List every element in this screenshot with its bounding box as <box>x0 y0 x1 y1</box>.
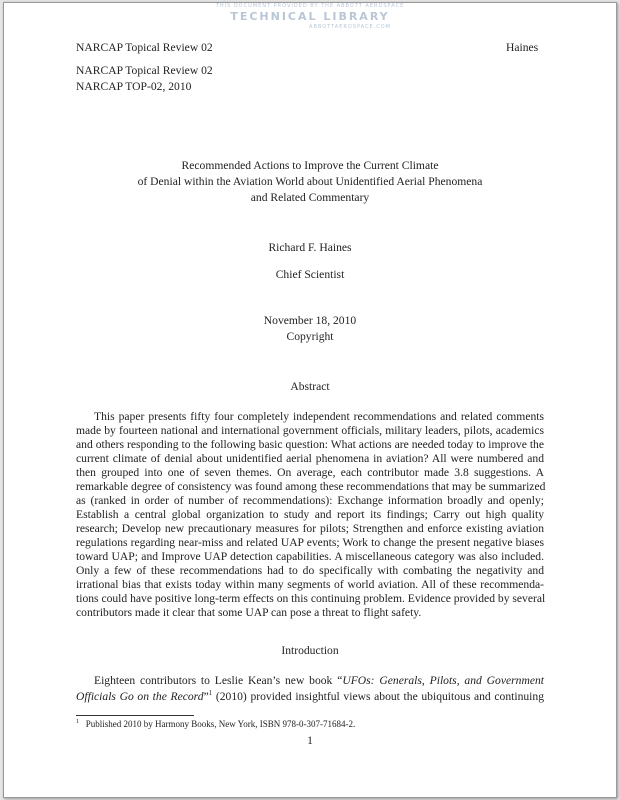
header-left: NARCAP Topical Review 02 <box>76 41 213 54</box>
date: November 18, 2010 <box>263 314 357 327</box>
abstract-line: toward UAP; and Improve UAP detection capabilities. A miscellaneous category was also included. <box>76 550 544 563</box>
intro-line: Eighteen contributors to Leslie Kean’s new book “UFOs: Generals, Pilots, and Government <box>94 674 544 687</box>
abstract-line: Only a few of these recommendations had to do specifically with combating the negativity and <box>76 564 544 577</box>
abstract-line: as (ranked in order of number of recommendations): Exchange information broadly and openly; <box>76 494 544 507</box>
abstract-line: current climate of denial about unidentified aerial phenomena in aviation? All were numbered and <box>76 452 544 465</box>
abstract-line: research; Develop new precautionary measures for pilots; Strengthen and enforce existing aviation <box>76 522 544 535</box>
abstract-heading: Abstract <box>290 380 330 393</box>
abstract-line: remarkable degree of consistency was found among these recommendations that may be summarized <box>76 480 546 493</box>
abstract-line: and others responding to the following basic question: What actions are needed today to improve the <box>76 438 544 451</box>
doc-series: NARCAP Topical Review 02 <box>76 64 213 77</box>
footnote: $^1$ Published 2010 by Harmony Books, New York, ISBN 978-0-307-71684-2. <box>76 719 356 729</box>
watermark-line2: TECHNICAL LIBRARY <box>230 10 390 23</box>
abstract-line: made by fourteen national and international government officials, military leaders, pilots, academics <box>76 424 544 437</box>
author: Richard F. Haines <box>268 241 352 254</box>
title-line: of Denial within the Aviation World about Unidentified Aerial Phenomena <box>137 175 483 188</box>
title-line: Recommended Actions to Improve the Current Climate <box>181 159 439 172</box>
abstract-line: irrational bias that exists today within many segments of world aviation. All of these recommenda- <box>76 578 544 591</box>
author-role: Chief Scientist <box>275 268 345 281</box>
watermark-line1: THIS DOCUMENT PROVIDED BY THE ABBOTT AEROSPACE <box>215 3 405 9</box>
document-page <box>3 2 617 798</box>
abstract-line: Establish a central global organization to study and report its findings; Carry out high quality <box>76 508 544 521</box>
title-line: and Related Commentary <box>250 191 370 204</box>
copyright: Copyright <box>286 330 334 343</box>
page-number: 1 <box>307 734 313 747</box>
doc-number: NARCAP TOP-02, 2010 <box>76 80 192 93</box>
header-right: Haines <box>506 41 539 54</box>
footnote-divider <box>76 715 194 716</box>
abstract-line: regulations regarding near-miss and related UAP events; Work to change the present negative biases <box>76 536 544 549</box>
introduction-heading: Introduction <box>281 644 339 657</box>
abstract-line: contributors made it clear that some UAP can pose a threat to flight safety. <box>76 606 422 619</box>
abstract-line: then grouped into one of seven themes. On average, each contributor made 3.8 suggestions. A <box>76 466 544 479</box>
intro-line: Officials Go on the Record”$^1$ (2010) provided insightful views about the ubiquitous and continuing <box>76 689 544 703</box>
abstract-line: tions could have positive long-term effects on this continuing problem. Evidence provided by several <box>76 592 546 605</box>
watermark-line3: ABBOTTAEROSPACE.COM <box>309 24 391 30</box>
abstract-line: This paper presents fifty four completely independent recommendations and related comments <box>94 410 544 423</box>
